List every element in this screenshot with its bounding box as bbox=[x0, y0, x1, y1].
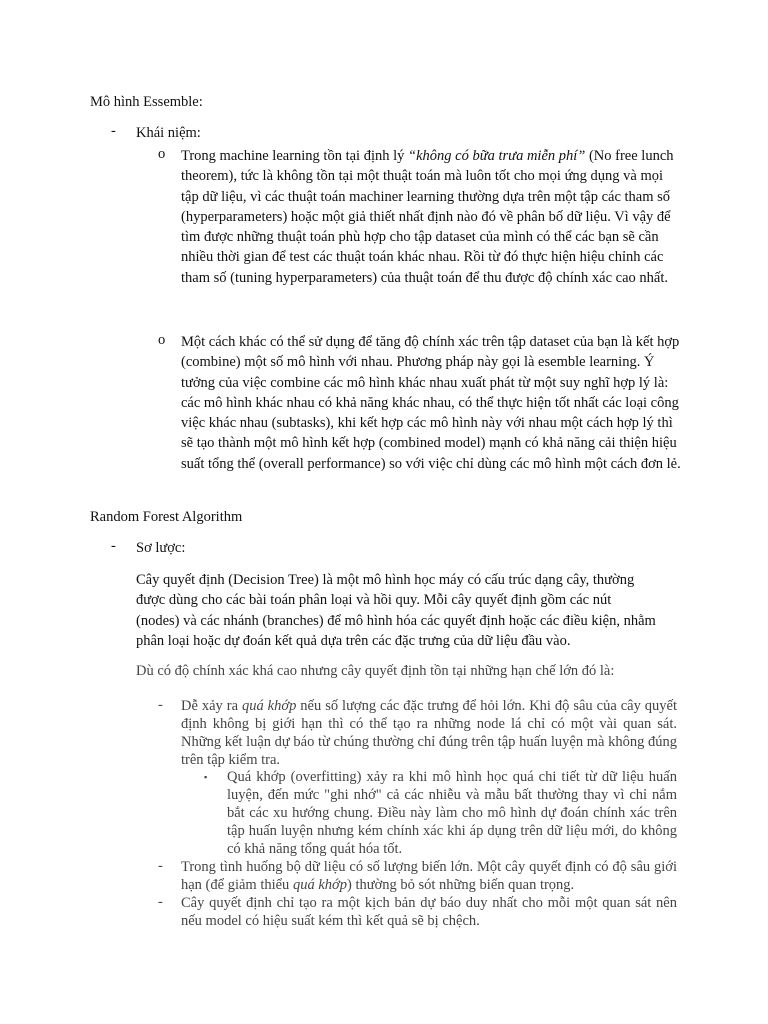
circle-bullet: o bbox=[158, 146, 166, 162]
limitation-many-variables bbox=[181, 858, 677, 894]
dash-bullet: - bbox=[111, 538, 116, 554]
overfitting-definition: Quá khớp (overfitting) xảy ra khi mô hình học quá chi tiết từ dữ liệu huấn luyện, đến mức "ghi nhớ" cả các nhiễu và mẫu bất thường thay vì chỉ nắm bắt các xu hướng chung. Điều này làm cho mô hình dự đoán chính xác trên tập huấn luyện nhưng kém chính xác khi áp dụng trên dữ liệu mới, do không có khả năng tổng quát hóa tốt. bbox=[227, 769, 677, 857]
limitation-2-text-a: Trong tình huống bộ dữ liệu có số lượng biến lớn. Một cây quyết định có độ sâu giới hạn (để giảm thiểu bbox=[181, 859, 677, 893]
limitation-single-scenario: Cây quyết định chỉ tạo ra một kịch bản dự báo duy nhất cho mỗi một quan sát nên nếu model có hiệu suất kém thì kết quả sẽ bị chệch. bbox=[181, 895, 677, 929]
limitations-intro: Dù có độ chính xác khá cao nhưng cây quyết định tồn tại những hạn chế lớn đó là: bbox=[136, 663, 615, 679]
limitation-1-text-a: Dễ xảy ra bbox=[181, 698, 242, 714]
dash-bullet: - bbox=[158, 894, 163, 910]
circle-bullet: o bbox=[158, 332, 166, 348]
limitation-1-text-b: nếu số lượng các đặc trưng để hỏi lớn. Khi độ sâu của cây quyết định không bị giới hạn thì có thể tạo ra những node lá chỉ có một vài quan sát. Những kết luận dự báo từ chúng thường chỉ đúng trên tập huấn luyện mà không đúng trên tập kiểm tra. bbox=[181, 698, 677, 768]
sub-heading-overview: Sơ lược: bbox=[136, 540, 186, 556]
concept-paragraph-1 bbox=[181, 146, 679, 288]
square-bullet: ▪ bbox=[204, 772, 208, 782]
section-heading-ensemble: Mô hình Essemble: bbox=[90, 94, 203, 110]
limitation-2-em: quá khớp bbox=[292, 877, 347, 893]
section-heading-random-forest: Random Forest Algorithm bbox=[90, 509, 243, 525]
dash-bullet: - bbox=[158, 697, 163, 713]
limitation-overfitting bbox=[181, 697, 677, 769]
limitation-1-em: quá khớp bbox=[241, 698, 297, 714]
concept-p1-text-b: (No free lunch theorem), tức là không tồn tại một thuật toán mà luôn tốt cho mọi ứng dụng và mọi tập dữ liệu, vì các thuật toán machiner learning thường dựa trên một tập các tham số (hyperparameters) hoặc một giả thiết nhất định nào đó về phân bố dữ liệu. Vì vậy để tìm được những thuật toán phù hợp cho tập dataset của mình có thể các bạn sẽ cần nhiều thời gian để test các thuật toán khác nhau. Rồi từ đó thực hiện hiệu chỉnh các tham số (tuning hyperparameters) của thuật toán để thu được độ chính xác cao nhất. bbox=[181, 148, 674, 286]
concept-p1-text-a: Trong machine learning tồn tại định lý bbox=[181, 148, 409, 164]
concept-paragraph-2: Một cách khác có thể sử dụng để tăng độ chính xác trên tập dataset của bạn là kết hợp (combine) một số mô hình với nhau. Phương pháp này gọi là esemble learning. Ý tưởng của việc combine các mô hình khác nhau xuất phát từ một suy nghĩ hợp lý là: các mô hình khác nhau có khả năng khác nhau, có thể thực hiện tốt nhất các loại công việc khác nhau (subtasks), khi kết hợp các mô hình này với nhau một cách hợp lý thì sẽ tạo thành một mô hình kết hợp (combined model) mạnh có khả năng cải thiện hiệu suất tổng thể (overall performance) so với việc chỉ dùng các mô hình một cách đơn lẻ. bbox=[181, 334, 681, 472]
concept-p1-quote: “không có bữa trưa miễn phí” bbox=[408, 148, 586, 164]
decision-tree-paragraph: Cây quyết định (Decision Tree) là một mô hình học máy có cấu trúc dạng cây, thường được dùng cho các bài toán phân loại và hồi quy. Mỗi cây quyết định gồm các nút (nodes) và các nhánh (branches) để mô hình hóa các quyết định hoặc các điều kiện, nhằm phân loại hoặc dự đoán kết quả dựa trên các đặc trưng của dữ liệu đầu vào. bbox=[136, 572, 656, 649]
dash-bullet: - bbox=[158, 858, 163, 874]
dash-bullet: - bbox=[111, 123, 116, 139]
limitation-2-text-b: ) thường bỏ sót những biến quan trọng. bbox=[347, 877, 575, 893]
sub-heading-concept: Khái niệm: bbox=[136, 125, 201, 141]
